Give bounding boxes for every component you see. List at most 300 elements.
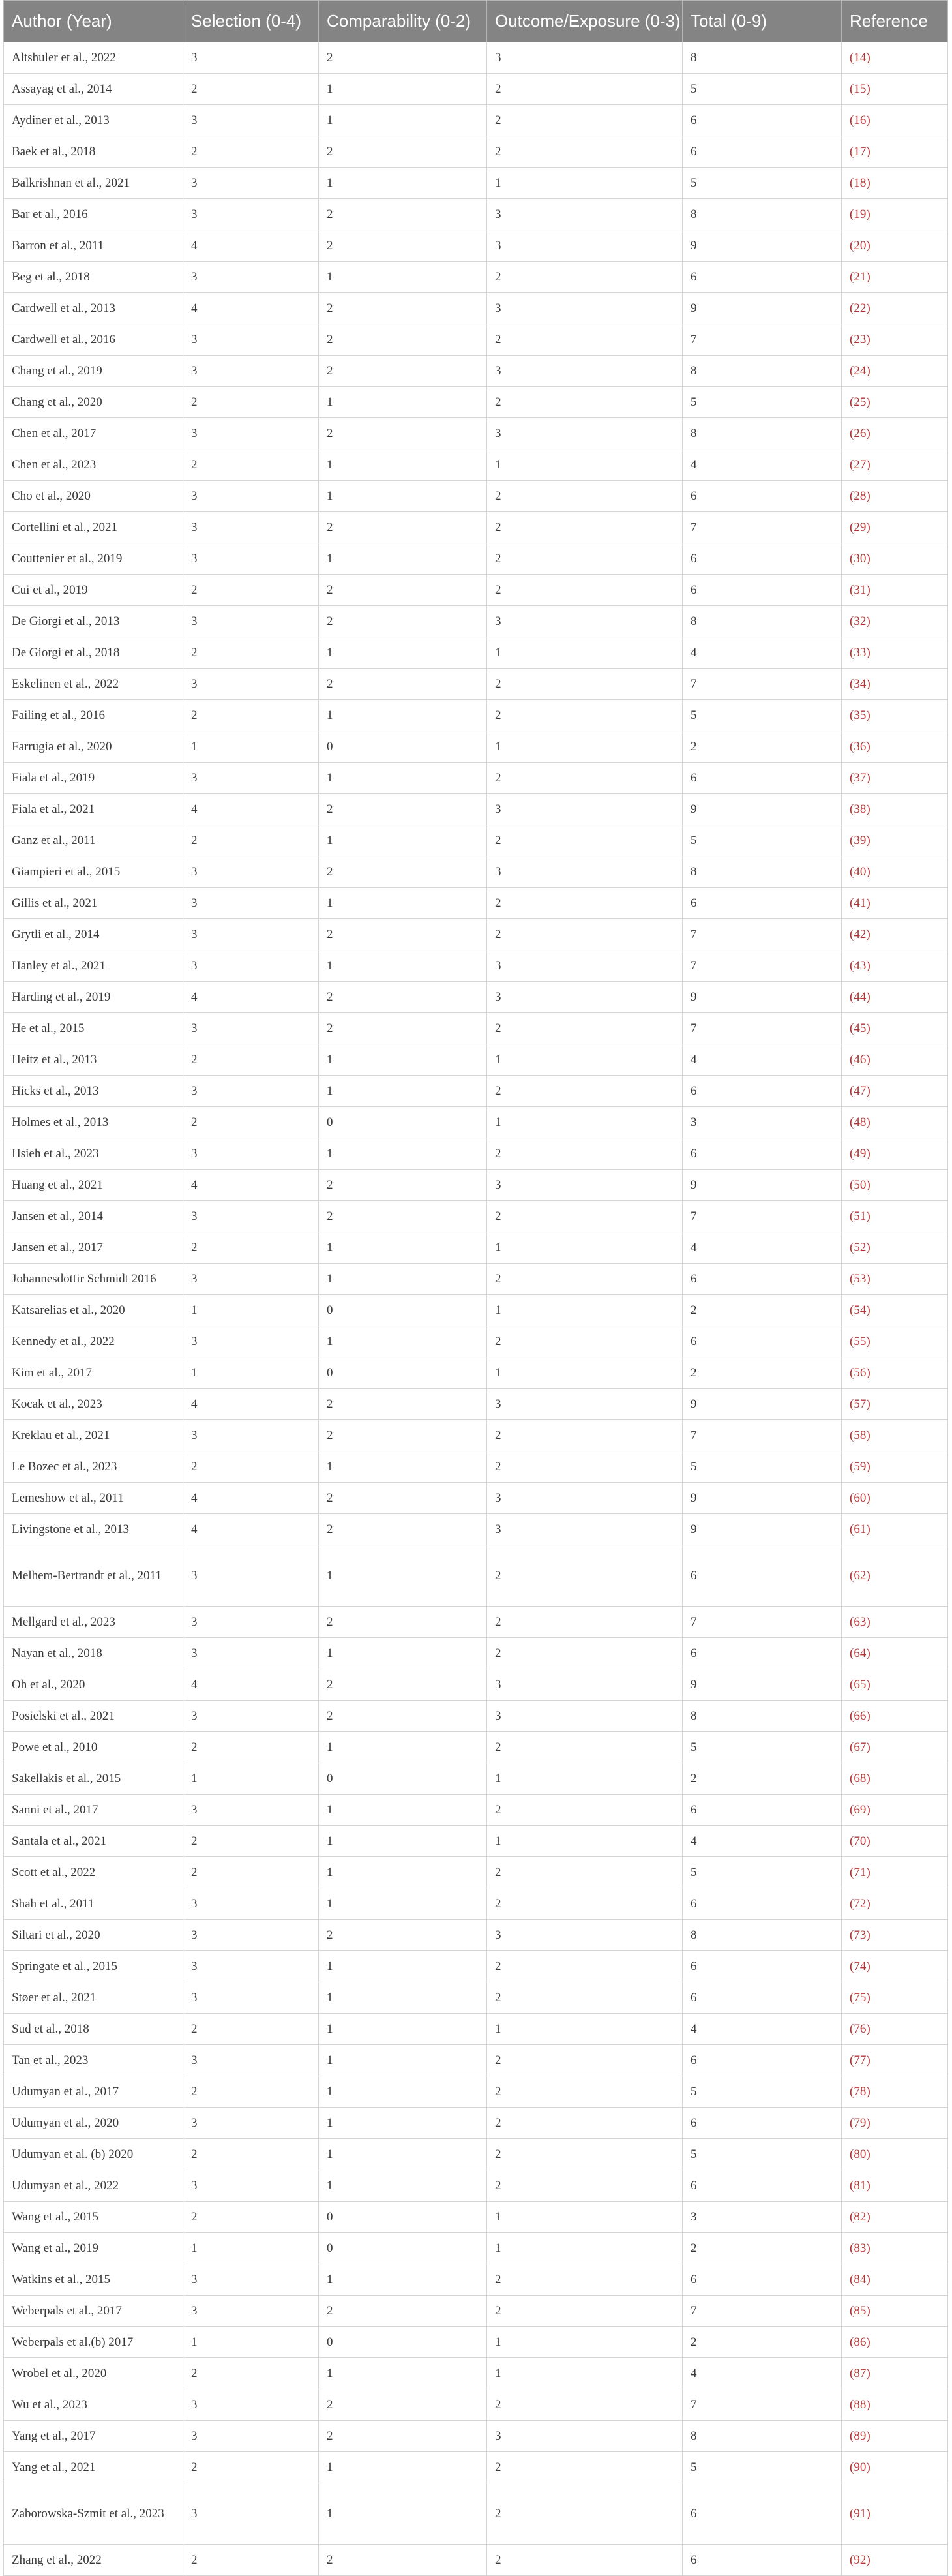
cell-outcome: 2 bbox=[487, 2108, 683, 2139]
cell-ref[interactable]: (89) bbox=[842, 2421, 948, 2452]
cell-total: 6 bbox=[683, 888, 842, 919]
cell-author: Weberpals et al., 2017 bbox=[4, 2296, 183, 2327]
cell-selection: 2 bbox=[183, 1826, 319, 1857]
table-row bbox=[4, 1357, 948, 1389]
cell-outcome: 1 bbox=[487, 1357, 683, 1389]
cell-author: Heitz et al., 2013 bbox=[4, 1044, 183, 1076]
cell-total: 5 bbox=[683, 2139, 842, 2170]
table-row bbox=[4, 387, 948, 418]
cell-selection: 1 bbox=[183, 2327, 319, 2358]
table-row bbox=[4, 199, 948, 230]
table-row bbox=[4, 293, 948, 324]
cell-ref[interactable]: (65) bbox=[842, 1669, 948, 1701]
cell-outcome: 2 bbox=[487, 324, 683, 356]
cell-total: 7 bbox=[683, 1607, 842, 1638]
cell-ref[interactable]: (72) bbox=[842, 1888, 948, 1920]
table-row bbox=[4, 606, 948, 637]
cell-ref[interactable]: (43) bbox=[842, 950, 948, 982]
cell-author: Udumyan et al., 2020 bbox=[4, 2108, 183, 2139]
cell-comparability: 2 bbox=[319, 2421, 487, 2452]
cell-ref[interactable]: (47) bbox=[842, 1076, 948, 1107]
table-row bbox=[4, 825, 948, 856]
table-row bbox=[4, 1138, 948, 1170]
cell-comparability: 2 bbox=[319, 324, 487, 356]
cell-author: Johannesdottir Schmidt 2016 bbox=[4, 1264, 183, 1295]
table-row bbox=[4, 1389, 948, 1420]
cell-ref[interactable]: (20) bbox=[842, 230, 948, 262]
cell-selection: 3 bbox=[183, 481, 319, 512]
cell-total: 9 bbox=[683, 794, 842, 825]
cell-ref[interactable]: (52) bbox=[842, 1232, 948, 1264]
cell-ref[interactable]: (79) bbox=[842, 2108, 948, 2139]
cell-selection: 2 bbox=[183, 637, 319, 669]
cell-outcome: 2 bbox=[487, 1138, 683, 1170]
cell-outcome: 2 bbox=[487, 2452, 683, 2483]
cell-selection: 4 bbox=[183, 1170, 319, 1201]
cell-outcome: 2 bbox=[487, 1451, 683, 1483]
cell-comparability: 2 bbox=[319, 575, 487, 606]
cell-outcome: 2 bbox=[487, 481, 683, 512]
cell-selection: 3 bbox=[183, 1138, 319, 1170]
cell-comparability: 1 bbox=[319, 950, 487, 982]
cell-comparability: 1 bbox=[319, 1326, 487, 1357]
cell-ref[interactable]: (60) bbox=[842, 1483, 948, 1514]
cell-author: Livingstone et al., 2013 bbox=[4, 1514, 183, 1545]
cell-ref[interactable]: (68) bbox=[842, 1763, 948, 1795]
cell-author: Fiala et al., 2021 bbox=[4, 794, 183, 825]
table-row bbox=[4, 1857, 948, 1888]
cell-ref[interactable]: (36) bbox=[842, 731, 948, 763]
cell-total: 3 bbox=[683, 2202, 842, 2233]
cell-author: Altshuler et al., 2022 bbox=[4, 42, 183, 74]
cell-ref[interactable]: (84) bbox=[842, 2264, 948, 2296]
cell-comparability: 0 bbox=[319, 1357, 487, 1389]
table-row bbox=[4, 1264, 948, 1295]
cell-ref[interactable]: (76) bbox=[842, 2014, 948, 2045]
cell-ref[interactable]: (88) bbox=[842, 2389, 948, 2421]
cell-selection: 1 bbox=[183, 1295, 319, 1326]
cell-outcome: 3 bbox=[487, 1514, 683, 1545]
table-row bbox=[4, 74, 948, 105]
cell-outcome: 1 bbox=[487, 1232, 683, 1264]
cell-ref[interactable]: (66) bbox=[842, 1701, 948, 1732]
cell-ref[interactable]: (54) bbox=[842, 1295, 948, 1326]
cell-comparability: 1 bbox=[319, 1795, 487, 1826]
cell-total: 8 bbox=[683, 42, 842, 74]
cell-selection: 3 bbox=[183, 168, 319, 199]
cell-selection: 3 bbox=[183, 2045, 319, 2076]
cell-author: Melhem-Bertrandt et al., 2011 bbox=[4, 1545, 183, 1607]
cell-outcome: 2 bbox=[487, 575, 683, 606]
cell-total: 6 bbox=[683, 2545, 842, 2576]
cell-total: 5 bbox=[683, 1732, 842, 1763]
table-row bbox=[4, 1170, 948, 1201]
cell-ref[interactable]: (49) bbox=[842, 1138, 948, 1170]
cell-author: He et al., 2015 bbox=[4, 1013, 183, 1044]
cell-total: 2 bbox=[683, 1295, 842, 1326]
table-row bbox=[4, 700, 948, 731]
cell-ref[interactable]: (45) bbox=[842, 1013, 948, 1044]
table-row bbox=[4, 2483, 948, 2545]
cell-ref[interactable]: (35) bbox=[842, 700, 948, 731]
cell-outcome: 3 bbox=[487, 1170, 683, 1201]
table-row bbox=[4, 575, 948, 606]
cell-ref[interactable]: (28) bbox=[842, 481, 948, 512]
cell-ref[interactable]: (48) bbox=[842, 1107, 948, 1138]
cell-author: Cho et al., 2020 bbox=[4, 481, 183, 512]
cell-outcome: 2 bbox=[487, 700, 683, 731]
cell-selection: 3 bbox=[183, 512, 319, 543]
cell-ref[interactable]: (25) bbox=[842, 387, 948, 418]
cell-total: 5 bbox=[683, 387, 842, 418]
cell-ref[interactable]: (90) bbox=[842, 2452, 948, 2483]
cell-author: Eskelinen et al., 2022 bbox=[4, 669, 183, 700]
table-row bbox=[4, 418, 948, 449]
cell-outcome: 1 bbox=[487, 2233, 683, 2264]
cell-total: 7 bbox=[683, 919, 842, 950]
cell-total: 6 bbox=[683, 1138, 842, 1170]
cell-comparability: 1 bbox=[319, 2264, 487, 2296]
cell-ref[interactable]: (59) bbox=[842, 1451, 948, 1483]
cell-ref[interactable]: (92) bbox=[842, 2545, 948, 2576]
cell-comparability: 1 bbox=[319, 168, 487, 199]
cell-ref[interactable]: (29) bbox=[842, 512, 948, 543]
cell-author: Farrugia et al., 2020 bbox=[4, 731, 183, 763]
cell-comparability: 2 bbox=[319, 982, 487, 1013]
cell-comparability: 2 bbox=[319, 1514, 487, 1545]
cell-total: 8 bbox=[683, 418, 842, 449]
cell-ref[interactable]: (81) bbox=[842, 2170, 948, 2202]
cell-ref[interactable]: (61) bbox=[842, 1514, 948, 1545]
cell-total: 6 bbox=[683, 575, 842, 606]
cell-ref[interactable]: (39) bbox=[842, 825, 948, 856]
cell-total: 5 bbox=[683, 2452, 842, 2483]
cell-selection: 3 bbox=[183, 763, 319, 794]
cell-outcome: 1 bbox=[487, 2327, 683, 2358]
cell-ref[interactable]: (82) bbox=[842, 2202, 948, 2233]
cell-total: 7 bbox=[683, 1201, 842, 1232]
cell-selection: 3 bbox=[183, 950, 319, 982]
cell-author: Wang et al., 2019 bbox=[4, 2233, 183, 2264]
cell-comparability: 1 bbox=[319, 2045, 487, 2076]
cell-ref[interactable]: (87) bbox=[842, 2358, 948, 2389]
cell-ref[interactable]: (41) bbox=[842, 888, 948, 919]
cell-ref[interactable]: (15) bbox=[842, 74, 948, 105]
cell-ref[interactable]: (58) bbox=[842, 1420, 948, 1451]
table-row bbox=[4, 1232, 948, 1264]
cell-author: Udumyan et al., 2017 bbox=[4, 2076, 183, 2108]
cell-outcome: 2 bbox=[487, 1732, 683, 1763]
cell-ref[interactable]: (42) bbox=[842, 919, 948, 950]
cell-ref[interactable]: (32) bbox=[842, 606, 948, 637]
table-row bbox=[4, 2045, 948, 2076]
cell-selection: 3 bbox=[183, 1920, 319, 1951]
cell-ref[interactable]: (85) bbox=[842, 2296, 948, 2327]
cell-author: Hsieh et al., 2023 bbox=[4, 1138, 183, 1170]
cell-outcome: 3 bbox=[487, 230, 683, 262]
cell-total: 9 bbox=[683, 982, 842, 1013]
cell-outcome: 2 bbox=[487, 387, 683, 418]
cell-ref[interactable]: (80) bbox=[842, 2139, 948, 2170]
cell-author: Jansen et al., 2014 bbox=[4, 1201, 183, 1232]
cell-ref[interactable]: (91) bbox=[842, 2483, 948, 2545]
cell-ref[interactable]: (78) bbox=[842, 2076, 948, 2108]
cell-comparability: 2 bbox=[319, 919, 487, 950]
cell-comparability: 1 bbox=[319, 2358, 487, 2389]
cell-selection: 2 bbox=[183, 2452, 319, 2483]
cell-comparability: 2 bbox=[319, 669, 487, 700]
cell-total: 6 bbox=[683, 262, 842, 293]
cell-outcome: 2 bbox=[487, 669, 683, 700]
cell-ref[interactable]: (67) bbox=[842, 1732, 948, 1763]
table-row bbox=[4, 2452, 948, 2483]
cell-ref[interactable]: (57) bbox=[842, 1389, 948, 1420]
cell-ref[interactable]: (31) bbox=[842, 575, 948, 606]
table-row bbox=[4, 1545, 948, 1607]
table-row bbox=[4, 919, 948, 950]
cell-ref[interactable]: (64) bbox=[842, 1638, 948, 1669]
cell-selection: 4 bbox=[183, 293, 319, 324]
cell-outcome: 2 bbox=[487, 1201, 683, 1232]
cell-comparability: 1 bbox=[319, 825, 487, 856]
cell-comparability: 1 bbox=[319, 2170, 487, 2202]
table-body bbox=[4, 42, 948, 2576]
cell-ref[interactable]: (77) bbox=[842, 2045, 948, 2076]
cell-ref[interactable]: (73) bbox=[842, 1920, 948, 1951]
table-row bbox=[4, 1982, 948, 2014]
cell-ref[interactable]: (70) bbox=[842, 1826, 948, 1857]
cell-selection: 3 bbox=[183, 1013, 319, 1044]
cell-outcome: 2 bbox=[487, 136, 683, 168]
cell-ref[interactable]: (14) bbox=[842, 42, 948, 74]
cell-outcome: 2 bbox=[487, 1013, 683, 1044]
table-row bbox=[4, 449, 948, 481]
cell-comparability: 2 bbox=[319, 2545, 487, 2576]
cell-ref[interactable]: (69) bbox=[842, 1795, 948, 1826]
cell-comparability: 2 bbox=[319, 856, 487, 888]
cell-comparability: 2 bbox=[319, 293, 487, 324]
cell-outcome: 2 bbox=[487, 2483, 683, 2545]
table-row bbox=[4, 856, 948, 888]
table-row bbox=[4, 2264, 948, 2296]
cell-ref[interactable]: (34) bbox=[842, 669, 948, 700]
cell-author: Sanni et al., 2017 bbox=[4, 1795, 183, 1826]
cell-comparability: 0 bbox=[319, 1295, 487, 1326]
cell-outcome: 3 bbox=[487, 199, 683, 230]
cell-outcome: 3 bbox=[487, 950, 683, 982]
cell-author: Shah et al., 2011 bbox=[4, 1888, 183, 1920]
table-header bbox=[4, 1, 948, 42]
cell-ref[interactable]: (24) bbox=[842, 356, 948, 387]
cell-selection: 1 bbox=[183, 2233, 319, 2264]
cell-author: Cardwell et al., 2013 bbox=[4, 293, 183, 324]
cell-outcome: 2 bbox=[487, 1951, 683, 1982]
cell-ref[interactable]: (21) bbox=[842, 262, 948, 293]
cell-outcome: 2 bbox=[487, 888, 683, 919]
table-row bbox=[4, 168, 948, 199]
cell-comparability: 1 bbox=[319, 481, 487, 512]
cell-comparability: 1 bbox=[319, 2139, 487, 2170]
cell-ref[interactable]: (83) bbox=[842, 2233, 948, 2264]
cell-ref[interactable]: (46) bbox=[842, 1044, 948, 1076]
cell-author: Weberpals et al.(b) 2017 bbox=[4, 2327, 183, 2358]
cell-ref[interactable]: (38) bbox=[842, 794, 948, 825]
cell-outcome: 2 bbox=[487, 1638, 683, 1669]
cell-comparability: 1 bbox=[319, 543, 487, 575]
header-outcome-exposure: Outcome/Exposure (0-3) bbox=[487, 1, 683, 42]
cell-total: 4 bbox=[683, 2014, 842, 2045]
cell-total: 9 bbox=[683, 1669, 842, 1701]
quality-assessment-table bbox=[3, 0, 948, 2576]
cell-ref[interactable]: (30) bbox=[842, 543, 948, 575]
cell-author: Chen et al., 2017 bbox=[4, 418, 183, 449]
table-row bbox=[4, 230, 948, 262]
cell-ref[interactable]: (17) bbox=[842, 136, 948, 168]
cell-ref[interactable]: (16) bbox=[842, 105, 948, 136]
cell-author: Wrobel et al., 2020 bbox=[4, 2358, 183, 2389]
table-row bbox=[4, 262, 948, 293]
cell-comparability: 1 bbox=[319, 2108, 487, 2139]
table-row bbox=[4, 1013, 948, 1044]
cell-comparability: 1 bbox=[319, 1638, 487, 1669]
cell-ref[interactable]: (22) bbox=[842, 293, 948, 324]
cell-outcome: 1 bbox=[487, 637, 683, 669]
cell-outcome: 1 bbox=[487, 1763, 683, 1795]
cell-author: Støer et al., 2021 bbox=[4, 1982, 183, 2014]
cell-outcome: 1 bbox=[487, 2014, 683, 2045]
cell-selection: 3 bbox=[183, 2296, 319, 2327]
cell-total: 6 bbox=[683, 543, 842, 575]
cell-ref[interactable]: (51) bbox=[842, 1201, 948, 1232]
cell-total: 4 bbox=[683, 2358, 842, 2389]
cell-ref[interactable]: (56) bbox=[842, 1357, 948, 1389]
cell-comparability: 2 bbox=[319, 1483, 487, 1514]
cell-selection: 3 bbox=[183, 1264, 319, 1295]
cell-comparability: 2 bbox=[319, 230, 487, 262]
table-row bbox=[4, 1920, 948, 1951]
cell-total: 2 bbox=[683, 1357, 842, 1389]
cell-comparability: 2 bbox=[319, 1701, 487, 1732]
cell-selection: 2 bbox=[183, 2139, 319, 2170]
cell-comparability: 2 bbox=[319, 1669, 487, 1701]
cell-selection: 2 bbox=[183, 1857, 319, 1888]
cell-ref[interactable]: (23) bbox=[842, 324, 948, 356]
cell-author: Lemeshow et al., 2011 bbox=[4, 1483, 183, 1514]
cell-author: Cardwell et al., 2016 bbox=[4, 324, 183, 356]
cell-total: 2 bbox=[683, 2327, 842, 2358]
cell-ref[interactable]: (44) bbox=[842, 982, 948, 1013]
cell-total: 6 bbox=[683, 2170, 842, 2202]
cell-total: 5 bbox=[683, 2076, 842, 2108]
cell-comparability: 1 bbox=[319, 1732, 487, 1763]
cell-comparability: 2 bbox=[319, 1201, 487, 1232]
cell-ref[interactable]: (53) bbox=[842, 1264, 948, 1295]
cell-author: Santala et al., 2021 bbox=[4, 1826, 183, 1857]
cell-ref[interactable]: (62) bbox=[842, 1545, 948, 1607]
cell-outcome: 2 bbox=[487, 1607, 683, 1638]
cell-ref[interactable]: (86) bbox=[842, 2327, 948, 2358]
cell-comparability: 0 bbox=[319, 2327, 487, 2358]
cell-ref[interactable]: (26) bbox=[842, 418, 948, 449]
cell-total: 5 bbox=[683, 168, 842, 199]
cell-comparability: 2 bbox=[319, 418, 487, 449]
cell-ref[interactable]: (18) bbox=[842, 168, 948, 199]
cell-selection: 3 bbox=[183, 105, 319, 136]
cell-author: Hanley et al., 2021 bbox=[4, 950, 183, 982]
cell-ref[interactable]: (19) bbox=[842, 199, 948, 230]
cell-selection: 2 bbox=[183, 1107, 319, 1138]
cell-selection: 3 bbox=[183, 856, 319, 888]
cell-outcome: 2 bbox=[487, 105, 683, 136]
cell-comparability: 1 bbox=[319, 1857, 487, 1888]
cell-ref[interactable]: (33) bbox=[842, 637, 948, 669]
cell-selection: 1 bbox=[183, 1763, 319, 1795]
cell-author: Harding et al., 2019 bbox=[4, 982, 183, 1013]
cell-total: 6 bbox=[683, 105, 842, 136]
header-comparability: Comparability (0-2) bbox=[319, 1, 487, 42]
cell-ref[interactable]: (50) bbox=[842, 1170, 948, 1201]
cell-comparability: 1 bbox=[319, 637, 487, 669]
table-row bbox=[4, 136, 948, 168]
cell-outcome: 2 bbox=[487, 2076, 683, 2108]
cell-ref[interactable]: (63) bbox=[842, 1607, 948, 1638]
table-row bbox=[4, 324, 948, 356]
cell-ref[interactable]: (40) bbox=[842, 856, 948, 888]
cell-comparability: 1 bbox=[319, 1264, 487, 1295]
table-row bbox=[4, 2389, 948, 2421]
cell-ref[interactable]: (55) bbox=[842, 1326, 948, 1357]
cell-selection: 4 bbox=[183, 1389, 319, 1420]
cell-selection: 3 bbox=[183, 1420, 319, 1451]
cell-total: 4 bbox=[683, 1232, 842, 1264]
cell-author: Sud et al., 2018 bbox=[4, 2014, 183, 2045]
cell-total: 6 bbox=[683, 2045, 842, 2076]
cell-selection: 2 bbox=[183, 1732, 319, 1763]
cell-total: 5 bbox=[683, 700, 842, 731]
cell-outcome: 2 bbox=[487, 2296, 683, 2327]
cell-comparability: 1 bbox=[319, 1951, 487, 1982]
cell-author: Mellgard et al., 2023 bbox=[4, 1607, 183, 1638]
cell-comparability: 1 bbox=[319, 1826, 487, 1857]
cell-ref[interactable]: (27) bbox=[842, 449, 948, 481]
table-row bbox=[4, 1607, 948, 1638]
table-row bbox=[4, 1076, 948, 1107]
cell-total: 6 bbox=[683, 1076, 842, 1107]
cell-ref[interactable]: (71) bbox=[842, 1857, 948, 1888]
cell-ref[interactable]: (75) bbox=[842, 1982, 948, 2014]
cell-selection: 4 bbox=[183, 982, 319, 1013]
cell-outcome: 3 bbox=[487, 42, 683, 74]
cell-author: Le Bozec et al., 2023 bbox=[4, 1451, 183, 1483]
cell-selection: 3 bbox=[183, 42, 319, 74]
cell-author: Sakellakis et al., 2015 bbox=[4, 1763, 183, 1795]
cell-outcome: 2 bbox=[487, 1795, 683, 1826]
cell-ref[interactable]: (74) bbox=[842, 1951, 948, 1982]
table-row bbox=[4, 2170, 948, 2202]
cell-total: 6 bbox=[683, 2264, 842, 2296]
table-row bbox=[4, 1795, 948, 1826]
cell-outcome: 2 bbox=[487, 1264, 683, 1295]
cell-outcome: 3 bbox=[487, 1389, 683, 1420]
cell-total: 5 bbox=[683, 1857, 842, 1888]
table-row bbox=[4, 1638, 948, 1669]
cell-comparability: 2 bbox=[319, 1607, 487, 1638]
cell-selection: 3 bbox=[183, 1888, 319, 1920]
header-reference: Reference bbox=[842, 1, 948, 42]
cell-ref[interactable]: (37) bbox=[842, 763, 948, 794]
cell-comparability: 1 bbox=[319, 1451, 487, 1483]
table-row bbox=[4, 2139, 948, 2170]
